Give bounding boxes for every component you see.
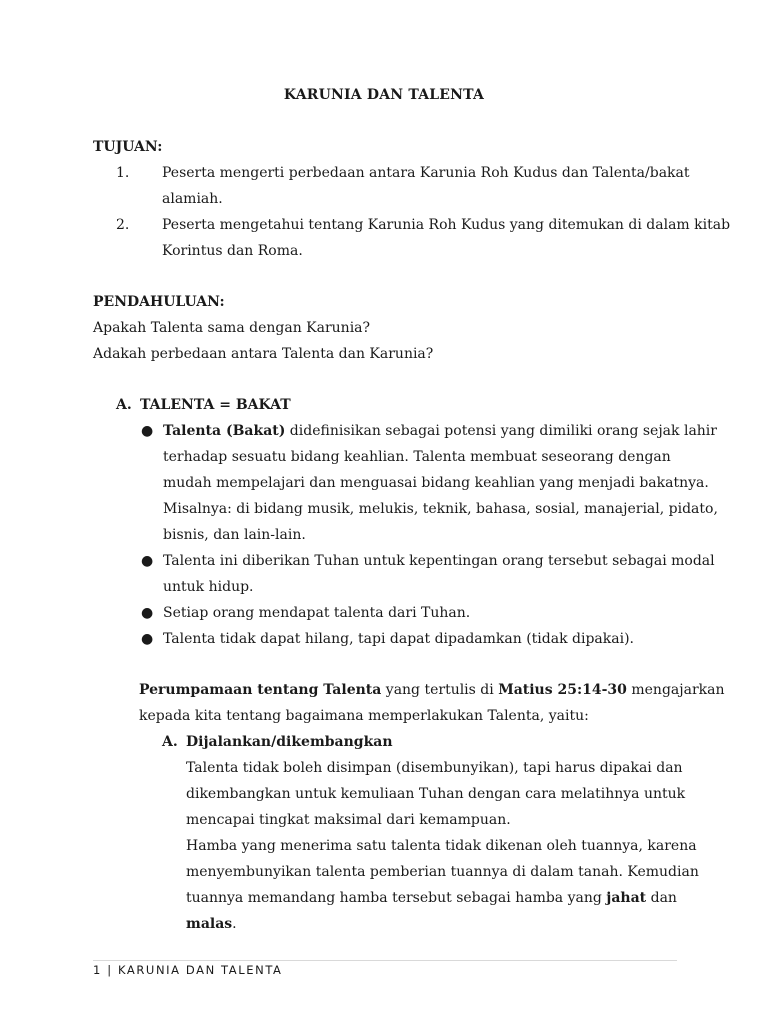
dijalankan-section bbox=[162, 729, 752, 937]
tujuan-section bbox=[93, 134, 731, 264]
pendahuluan-heading: PENDAHULUAN: bbox=[93, 294, 225, 310]
talenta-section bbox=[93, 392, 718, 652]
bullet-item: ● Setiap orang mendapat talenta dari Tuhan. bbox=[93, 600, 683, 626]
page-number: 1 bbox=[93, 963, 102, 977]
paragraph-line: mencapai tingkat maksimal dari kemampuan. bbox=[186, 812, 511, 828]
footer-title: KARUNIA DAN TALENTA bbox=[117, 963, 283, 977]
paragraph-line: Talenta tidak boleh disimpan (disembunyikan), tapi harus dipakai dan bbox=[186, 760, 683, 776]
footer-separator: | bbox=[107, 963, 113, 977]
bullet-icon: ● bbox=[141, 423, 154, 439]
list-item: 1. Peserta mengerti perbedaan antara Karunia Roh Kudus dan Talenta/bakat bbox=[116, 165, 690, 181]
bullet-item: ● Talenta (Bakat) didefinisikan sebagai potensi yang dimiliki orang sejak lahir bbox=[93, 418, 683, 444]
bullet-icon: ● bbox=[141, 631, 154, 647]
bullet-item: ● Talenta ini diberikan Tuhan untuk kepentingan orang tersebut sebagai modal bbox=[93, 548, 683, 574]
list-item: 2. Peserta mengetahui tentang Karunia Roh Kudus yang ditemukan di dalam kitab bbox=[116, 217, 731, 233]
bullet-continuation: untuk hidup. bbox=[163, 579, 254, 595]
section-heading: A. TALENTA = BAKAT bbox=[116, 397, 291, 413]
bullet-continuation: terhadap sesuatu bidang keahlian. Talenta membuat seseorang dengan bbox=[163, 449, 671, 465]
list-item-continuation: Korintus dan Roma. bbox=[162, 243, 303, 259]
tujuan-heading: TUJUAN: bbox=[93, 139, 163, 155]
page-footer bbox=[93, 963, 283, 977]
footer-divider bbox=[93, 960, 677, 961]
paragraph-line: tuannya memandang hamba tersebut sebagai hamba yang jahat dan bbox=[186, 890, 677, 906]
document-title: KARUNIA DAN TALENTA bbox=[283, 87, 485, 103]
paragraph-line: Hamba yang menerima satu talenta tidak dikenan oleh tuannya, karena bbox=[186, 838, 697, 854]
list-item-continuation: alamiah. bbox=[162, 191, 223, 207]
pendahuluan-section bbox=[93, 289, 683, 367]
bullet-item: ● Talenta tidak dapat hilang, tapi dapat dipadamkan (tidak dipakai). bbox=[93, 626, 683, 652]
bullet-continuation: Misalnya: di bidang musik, melukis, teknik, bahasa, sosial, manajerial, pidato, bbox=[163, 501, 718, 517]
question-2: Adakah perbedaan antara Talenta dan Karunia? bbox=[93, 346, 434, 362]
paragraph-line: malas. bbox=[186, 916, 237, 932]
bullet-icon: ● bbox=[141, 605, 154, 621]
bullet-continuation: mudah mempelajari dan menguasai bidang keahlian yang menjadi bakatnya. bbox=[163, 475, 709, 491]
bullet-continuation: bisnis, dan lain-lain. bbox=[163, 527, 306, 543]
perumpamaan-paragraph: Perumpamaan tentang Talenta yang tertulis di Matius 25:14-30 mengajarkan kepada kita tentang bagaimana memperlakukan Talenta, yaitu: bbox=[139, 682, 725, 724]
question-1: Apakah Talenta sama dengan Karunia? bbox=[93, 320, 371, 336]
paragraph-line: menyembunyikan talenta pemberian tuannya di dalam tanah. Kemudian bbox=[186, 864, 699, 880]
bullet-icon: ● bbox=[141, 553, 154, 569]
sub-heading: A. Dijalankan/dikembangkan bbox=[162, 734, 393, 750]
paragraph-line: dikembangkan untuk kemuliaan Tuhan dengan cara melatihnya untuk bbox=[186, 786, 686, 802]
